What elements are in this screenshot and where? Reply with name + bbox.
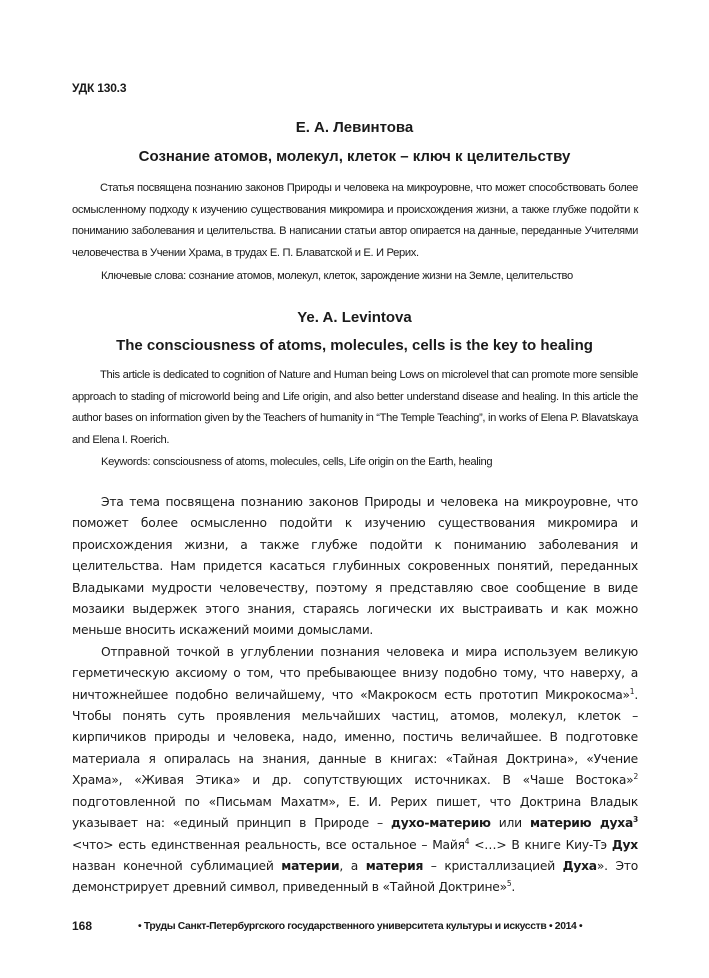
bold-term: материя bbox=[365, 858, 424, 873]
article-body bbox=[72, 492, 638, 899]
author-en: Ye. A. Levintova bbox=[297, 309, 412, 326]
udk-code: УДК 130.3 bbox=[72, 81, 127, 95]
footnote-ref-3-number: 3 bbox=[633, 815, 638, 825]
abstract-en-text: This article is dedicated to cognition of Nature and Human being Lows on microlevel that can promote more sensible approach to stading of microworld being and Life origin, and also better understand disease and healing. In this article the author bases on information given by the Teachers of humanity in “The Temple Teaching”, in works of Elena P. Blavatskaya and Elena I. Roerich. bbox=[72, 369, 638, 446]
bold-term: материи bbox=[281, 858, 340, 873]
body-paragraph-1: Эта тема посвящена познанию законов Природы и человека на микроуровне, что поможет более осмысленно подойти к изучению существования микромира и происхождения жизни, а также глубже подойти к пониманию заболевания и целительства. Нам придется касаться глубинных сокровенных понятий, переданных Владыками мудрости человечеству, поэтому я представляю свое сообщение в виде мозаики выдержек этого знания, стараясь логически их выстраивать и как можно меньше вносить искажений моими домыслами. bbox=[72, 495, 638, 638]
footnote-ref-5[interactable]: 5 bbox=[506, 879, 512, 889]
body-text-run: – кристаллизацией bbox=[423, 858, 563, 873]
body-text-run: . bbox=[511, 880, 516, 895]
body-text-run: подготовленной по «Письмам Махатм», Е. И. Рерих пишет, что Доктрина Владык указывает на: «единый принцип в Природе – bbox=[72, 794, 638, 831]
bold-term: духо-материю bbox=[391, 816, 491, 831]
footnote-ref-1[interactable]: 1 bbox=[629, 686, 635, 696]
footnote-ref-4[interactable]: 4 bbox=[464, 836, 470, 846]
body-text-run: ». Это демонстрирует древний символ, приведенный в «Тайной Доктрине» bbox=[72, 858, 638, 895]
body-text-run: . Чтобы понять суть проявления мельчайших частиц, атомов, молекул, клеток – кирпичиков природы и человека, надо, именно, постичь величайшее. В подготовке материала я опиралась на знания, данные в книгах: «Тайная Доктрина», «Учение Храма», «Живая Этика» и др. сопутствующих источниках. В «Чаше Востока» bbox=[72, 687, 638, 788]
bold-term: материю духа bbox=[529, 816, 634, 831]
keywords-ru: Ключевые слова: сознание атомов, молекул, клеток, зарождение жизни на Земле, целительство bbox=[101, 270, 573, 282]
article-title-en: The consciousness of atoms, molecules, cells is the key to healing bbox=[116, 337, 593, 354]
abstract-en bbox=[72, 365, 638, 451]
body-text-run: или bbox=[490, 816, 530, 831]
body-paragraph-2 bbox=[72, 642, 638, 899]
body-text-run: <…> В книге Киу-Тэ bbox=[469, 837, 612, 852]
abstract-ru-text: Статья посвящена познанию законов Природы и человека на микроуровне, что может способствовать более осмысленному подходу к изучению существования микромира и происхождения жизни, а также глубже подойти к пониманию заболевания и целительства. В написании статьи автор опирается на данные, переданные Учителями человечества в Учении Храма, в трудах Е. П. Блаватской и Е. И Рерих. bbox=[72, 182, 638, 259]
journal-footer: • Труды Санкт-Петербургского государственного университета культуры и искусств • 2014 • bbox=[138, 921, 583, 932]
page-number: 168 bbox=[72, 919, 93, 933]
author-ru: Е. А. Левинтова bbox=[295, 119, 414, 136]
bold-term: Духа bbox=[562, 858, 597, 873]
bold-term: Дух bbox=[611, 837, 638, 852]
abstract-ru bbox=[72, 178, 638, 264]
body-text-run: Отправной точкой в углублении познания человека и мира используем великую герметическую аксиому о том, что пребывающее внизу подобно тому, что наверху, а ничтожнейшее подобно величайшему, что «Макрокосм есть прототип Микрокосма» bbox=[72, 644, 638, 702]
footnote-ref-2[interactable]: 2 bbox=[633, 772, 638, 782]
footnote-ref-3[interactable] bbox=[633, 815, 638, 824]
keywords-en: Keywords: consciousness of atoms, molecules, cells, Life origin on the Earth, healing bbox=[101, 456, 493, 468]
body-text-run: назван конечной сублимацией bbox=[72, 858, 282, 873]
body-text-run: <что> есть единственная реальность, все остальное – Майя bbox=[72, 837, 465, 852]
body-text-run: , а bbox=[339, 858, 366, 873]
article-title-ru: Сознание атомов, молекул, клеток – ключ к целительству bbox=[138, 148, 571, 165]
